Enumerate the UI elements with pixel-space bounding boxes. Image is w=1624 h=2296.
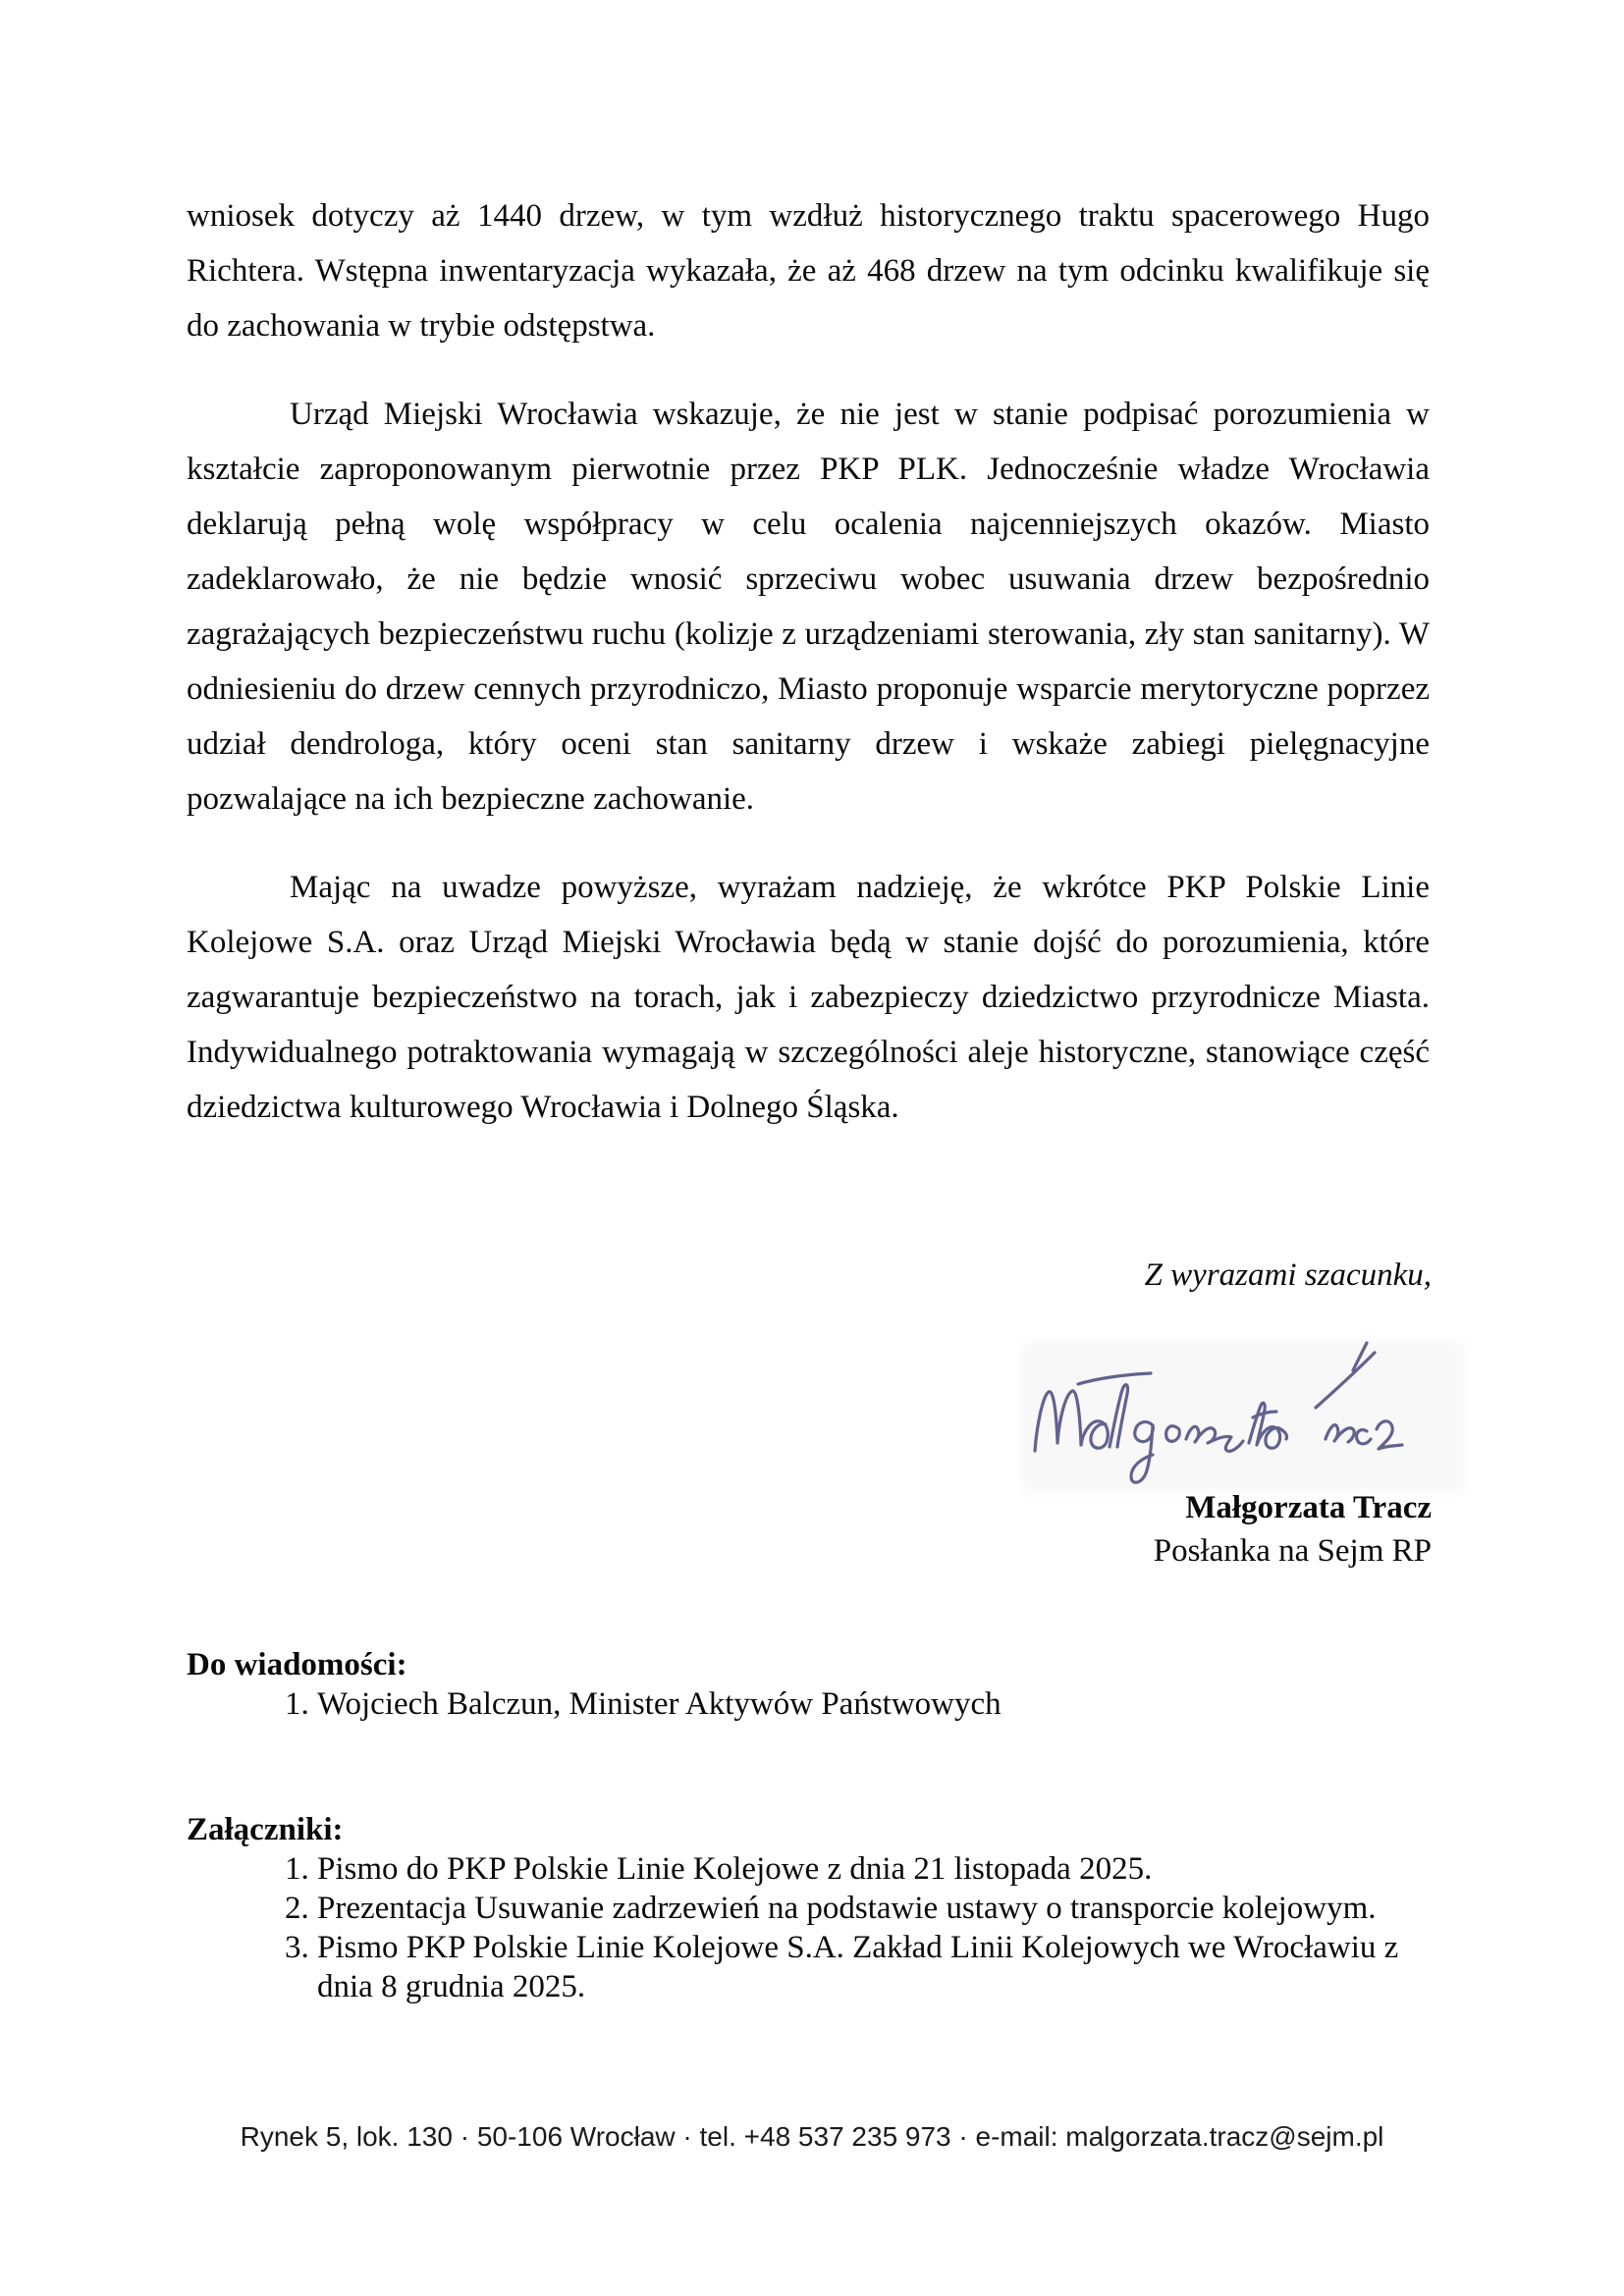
signature-script-drawing	[1021, 1341, 1465, 1492]
cc-item	[285, 1684, 1432, 1724]
attachment-number: 1.	[285, 1851, 309, 1887]
paragraph-city-position: Urząd Miejski Wrocławia wskazuje, że nie jest w stanie podpisać porozumienia w kształcie zaproponowanym pierwotnie przez PKP PLK. Jednocześnie władze Wrocławia deklarują pełną wolę współpracy w celu ocalenia najcenniejszych okazów. Miasto zadeklarowało, że nie będzie wnosić sprzeciwu wobec usuwania drzew bezpośrednio zagrażających bezpieczeństwu ruchu (kolizje z urządzeniami sterowania, zły stan sanitarny). W odniesieniu do drzew cennych przyrodniczo, Miasto proponuje wsparcie merytoryczne poprzez udział dendrologa, który oceni stan sanitarny drzew i wskaże zabiegi pielęgnacyjne pozwalające na ich bezpieczne zachowanie.	[187, 397, 1430, 817]
attachment-text: Pismo do PKP Polskie Linie Kolejowe z dnia 21 listopada 2025.	[317, 1851, 1153, 1887]
attachments-list	[187, 1849, 1432, 2006]
paragraph-conclusion: Mając na uwadze powyższe, wyrażam nadzieję, że wkrótce PKP Polskie Linie Kolejowe S.A. oraz Urząd Miejski Wrocławia będą w stanie dojść do porozumienia, które zagwarantuje bezpieczeństwo na torach, jak i zabezpieczy dziedzictwo przyrodnicze Miasta. Indywidualnego potraktowania wymagają w szczególności aleje historyczne, stanowiące część dziedzictwa kulturowego Wrocławia i Dolnego Śląska.	[187, 870, 1430, 1125]
paragraph-continuation: wniosek dotyczy aż 1440 drzew, w tym wzdłuż historycznego traktu spacerowego Hugo Richtera. Wstępna inwentaryzacja wykazała, że aż 468 drzew na tym odcinku kwalifikuje się do zachowania w trybie odstępstwa.	[187, 198, 1430, 344]
closing-salutation: Z wyrazami szacunku,	[1144, 1257, 1432, 1293]
attachment-item	[285, 1849, 1432, 1889]
signature-ink-strokes	[1035, 1343, 1402, 1482]
letter-body	[187, 188, 1430, 1168]
attachment-item	[285, 1889, 1432, 1928]
attachment-text: Prezentacja Usuwanie zadrzewień na podstawie ustawy o transporcie kolejowym.	[317, 1891, 1377, 1926]
letter-footer-contact: Rynek 5, lok. 130 · 50-106 Wrocław · tel. +48 537 235 973 · e-mail: malgorzata.tracz@sejm.pl	[240, 2121, 1384, 2152]
attachment-text: Pismo PKP Polskie Linie Kolejowe S.A. Zakład Linii Kolejowych we Wrocławiu z dnia 8 grudnia 2025.	[317, 1930, 1399, 2004]
cc-heading: Do wiadomości:	[187, 1647, 407, 1682]
cc-item-text: Wojciech Balczun, Minister Aktywów Państwowych	[317, 1686, 1001, 1722]
cc-section	[187, 1645, 1432, 1724]
attachment-number: 2.	[285, 1891, 309, 1926]
attachments-heading: Załączniki:	[187, 1812, 344, 1847]
signer-role: Posłanka na Sejm RP	[1153, 1533, 1432, 1569]
attachments-section	[187, 1810, 1432, 2006]
attachment-number: 3.	[285, 1930, 309, 1965]
attachment-item	[285, 1928, 1432, 2006]
cc-item-number: 1.	[285, 1686, 309, 1722]
handwritten-signature	[1021, 1341, 1465, 1492]
signature-block	[187, 1486, 1432, 1573]
signer-name: Małgorzata Tracz	[1185, 1490, 1432, 1525]
